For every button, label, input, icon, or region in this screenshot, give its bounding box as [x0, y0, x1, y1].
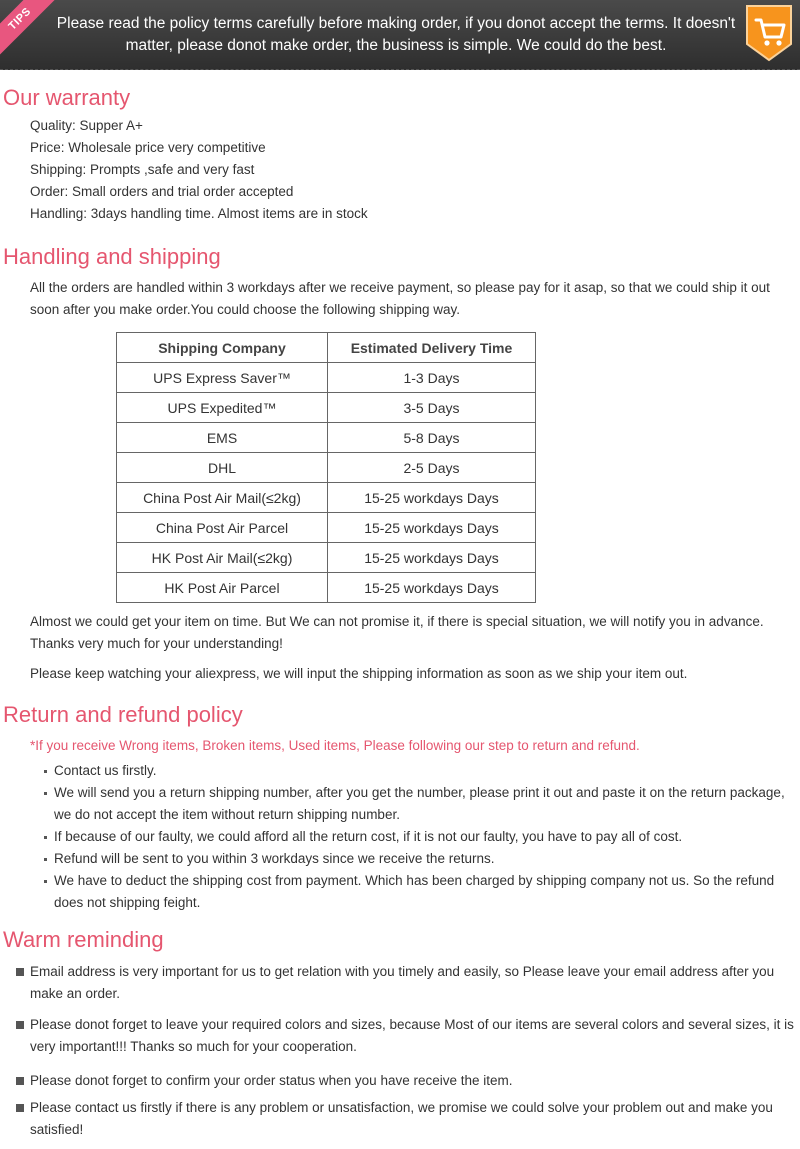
bullet-icon — [44, 792, 47, 795]
table-cell: 15-25 workdays Days — [328, 483, 536, 513]
banner-text: Please read the policy terms carefully before making order, if you donot accept the terms. It doesn't matter, please donot make order, the business is simple. We could do the best. — [56, 15, 736, 54]
square-bullet-icon — [16, 1104, 24, 1112]
bullet-icon — [44, 858, 47, 861]
warranty-heading: Our warranty — [3, 85, 131, 110]
warranty-item: Order: Small orders and trial order accepted — [30, 184, 294, 199]
refund-steps — [44, 760, 800, 914]
divider — [0, 69, 800, 70]
list-item: Please contact us firstly if there is any problem or unsatisfaction, we promise we could solve your problem out and make you satisfied! — [16, 1097, 796, 1141]
table-cell: China Post Air Parcel — [117, 513, 328, 543]
handling-note: Please keep watching your aliexpress, we will input the shipping information as soon as we ship your item out. — [30, 666, 688, 681]
warranty-item: Handling: 3days handling time. Almost items are in stock — [30, 206, 368, 221]
table-cell: China Post Air Mail(≤2kg) — [117, 483, 328, 513]
tips-banner — [0, 0, 800, 70]
warranty-item: Price: Wholesale price very competitive — [30, 140, 266, 155]
warranty-item: Quality: Supper A+ — [30, 118, 143, 133]
list-item: Please donot forget to confirm your order status when you have receive the item. — [16, 1070, 796, 1092]
table-row — [117, 573, 536, 603]
table-row — [117, 543, 536, 573]
bullet-icon — [44, 770, 47, 773]
table-row — [117, 483, 536, 513]
table-cell: HK Post Air Parcel — [117, 573, 328, 603]
warranty-list — [30, 115, 790, 225]
list-item: Email address is very important for us to get relation with you timely and easily, so Please leave your email address after you make an order. — [16, 961, 796, 1005]
table-cell: 3-5 Days — [328, 393, 536, 423]
refund-heading: Return and refund policy — [3, 702, 243, 727]
table-cell: UPS Express Saver™ — [117, 363, 328, 393]
handling-heading: Handling and shipping — [3, 244, 221, 269]
list-item: Contact us firstly. — [44, 760, 800, 782]
table-cell: 15-25 workdays Days — [328, 573, 536, 603]
table-row — [117, 363, 536, 393]
table-row — [117, 513, 536, 543]
list-item: Please donot forget to leave your required colors and sizes, because Most of our items are several colors and several sizes, it is very important!!! Thanks so much for your cooperation. — [16, 1014, 796, 1058]
refund-warning: *If you receive Wrong items, Broken items, Used items, Please following our step to return and refund. — [30, 738, 640, 753]
table-cell: 15-25 workdays Days — [328, 513, 536, 543]
table-row — [117, 423, 536, 453]
square-bullet-icon — [16, 1077, 24, 1085]
column-header: Estimated Delivery Time — [328, 333, 536, 363]
list-item: We will send you a return shipping number, after you get the number, please print it out and paste it on the return package, we do not accept the item without return shipping number. — [44, 782, 800, 826]
list-item: We have to deduct the shipping cost from payment. Which has been charged by shipping company not us. So the refund does not shipping feight. — [44, 870, 800, 914]
handling-note: Almost we could get your item on time. But We can not promise it, if there is special situation, we will notify you in advance. Thanks very much for your understanding! — [30, 614, 764, 651]
table-row — [117, 453, 536, 483]
table-cell: EMS — [117, 423, 328, 453]
bullet-icon — [44, 880, 47, 883]
square-bullet-icon — [16, 1021, 24, 1029]
list-item: Refund will be sent to you within 3 workdays since we receive the returns. — [44, 848, 800, 870]
table-cell: HK Post Air Mail(≤2kg) — [117, 543, 328, 573]
list-item: If because of our faulty, we could afford all the return cost, if it is not our faulty, you have to pay all of cost. — [44, 826, 800, 848]
table-row — [117, 393, 536, 423]
reminding-heading: Warm reminding — [3, 927, 164, 952]
table-cell: 15-25 workdays Days — [328, 543, 536, 573]
handling-intro: All the orders are handled within 3 workdays after we receive payment, so please pay for it asap, so that we could ship it out soon after you make order.You could choose the following shipping way. — [30, 280, 770, 317]
table-header-row — [117, 333, 536, 363]
bullet-icon — [44, 836, 47, 839]
shopping-cart-icon — [744, 4, 794, 62]
table-cell: 2-5 Days — [328, 453, 536, 483]
column-header: Shipping Company — [117, 333, 328, 363]
table-cell: DHL — [117, 453, 328, 483]
square-bullet-icon — [16, 968, 24, 976]
shipping-table — [116, 332, 536, 603]
table-cell: 1-3 Days — [328, 363, 536, 393]
table-cell: 5-8 Days — [328, 423, 536, 453]
table-cell: UPS Expedited™ — [117, 393, 328, 423]
warranty-item: Shipping: Prompts ,safe and very fast — [30, 162, 255, 177]
tips-ribbon: TIPS — [0, 0, 63, 62]
